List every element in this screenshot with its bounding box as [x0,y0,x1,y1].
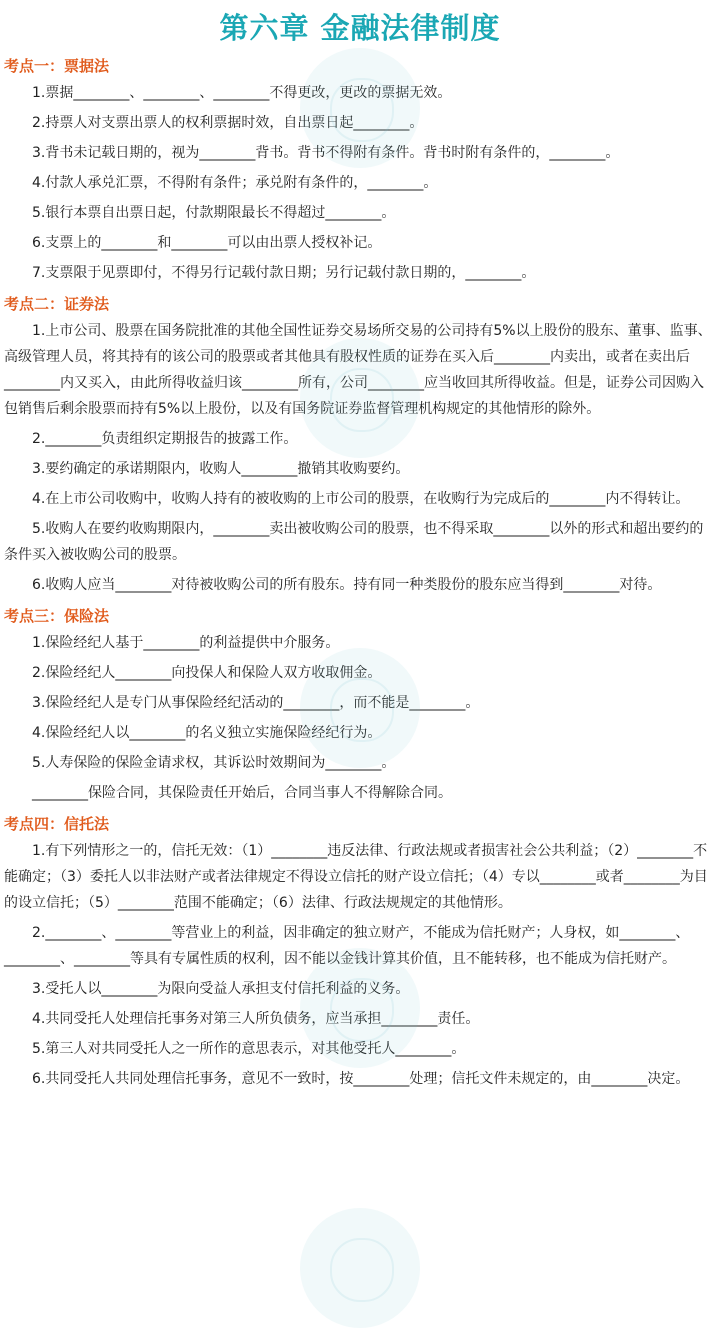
question-item: 2.________负责组织定期报告的披露工作。 [32,431,298,447]
section-heading: 考点三：保险法 [4,607,110,625]
question-item: 2.持票人对支票出票人的权利票据时效，自出票日起________。 [32,115,424,131]
question-item: 4.在上市公司收购中，收购人持有的被收购的上市公司的股票，在收购行为完成后的________内不得转让。 [32,491,690,507]
question-item: 7.支票限于见票即付，不得另行记载付款日期；另行记载付款日期的，________。 [32,265,536,281]
question-item: 5.人寿保险的保险金请求权，其诉讼时效期间为________。 [32,755,396,771]
question-item: 6.共同受托人共同处理信托事务，意见不一致时，按________处理；信托文件未规定的，由________决定。 [32,1071,690,1087]
question-item: 6.收购人应当________对待被收购公司的所有股东。持有同一种类股份的股东应当得到________对待。 [32,577,662,593]
question-item: 3.保险经纪人是专门从事保险经纪活动的________，而不能是________。 [32,695,480,711]
section-piaojufa [0,56,720,286]
question-item: 2.________、________等营业上的利益，因非确定的独立财产，不能成为信托财产；人身权，如________、________、________等具有专属性质的权利，因不能以金钱计算其价值，且不能转移，也不能成为信托财产。 [4,925,690,967]
section-heading: 考点四：信托法 [4,815,110,833]
question-item: 4.保险经纪人以________的名义独立实施保险经纪行为。 [32,725,382,741]
question-item: 2.保险经纪人________向投保人和保险人双方收取佣金。 [32,665,382,681]
question-item: 3.受托人以________为限向受益人承担支付信托利益的义务。 [32,981,410,997]
question-item: 3.要约确定的承诺期限内，收购人________撤销其收购要约。 [32,461,410,477]
question-item: 5.银行本票自出票日起，付款期限最长不得超过________。 [32,205,396,221]
question-item: 4.付款人承兑汇票，不得附有条件；承兑附有条件的，________。 [32,175,438,191]
question-item: 1.有下列情形之一的，信托无效：（1）________违反法律、行政法规或者损害社会公共利益；（2）________不能确定；（3）委托人以非法财产或者法律规定不得设立信托的财产设立信托；（4）专以________或者________为目的设立信托；（5）________范围不能确定；（6）法律、行政法规规定的其他情形。 [4,843,708,911]
page-title: 第六章 金融法律制度 [219,11,501,45]
section-baoxianfa [0,606,720,806]
section-heading: 考点二：证券法 [4,295,110,313]
question-item: 5.第三人对共同受托人之一所作的意思表示，对其他受托人________。 [32,1041,466,1057]
question-item: 1.票据________、________、________不得更改，更改的票据无效。 [32,85,452,101]
question-item: 6.支票上的________和________可以由出票人授权补记。 [32,235,382,251]
section-heading: 考点一：票据法 [4,57,110,75]
question-item: ________保险合同，其保险责任开始后，合同当事人不得解除合同。 [32,785,452,801]
question-item: 5.收购人在要约收购期限内，________卖出被收购公司的股票，也不得采取________以外的形式和超出要约的条件买入被收购公司的股票。 [4,521,704,563]
watermark-5 [300,1208,420,1328]
section-xintuofa [0,814,720,1092]
question-item: 1.保险经纪人基于________的利益提供中介服务。 [32,635,340,651]
question-item: 3.背书未记载日期的，视为________背书。背书不得附有条件。背书时附有条件的，________。 [32,145,620,161]
question-item: 4.共同受托人处理信托事务对第三人所负债务，应当承担________责任。 [32,1011,480,1027]
question-item: 1.上市公司、股票在国务院批准的其他全国性证券交易场所交易的公司持有5%以上股份的股东、董事、监事、高级管理人员，将其持有的该公司的股票或者其他具有股权性质的证券在买入后________内卖出，或者在卖出后________内又买入，由此所得收益归该________所有，公司________应当收回其所得收益。但是，证券公司因购入包销售后剩余股票而持有5%以上股份，以及有国务院证券监督管理机构规定的其他情形的除外。 [4,323,712,417]
section-zhengquanfa [0,294,720,598]
